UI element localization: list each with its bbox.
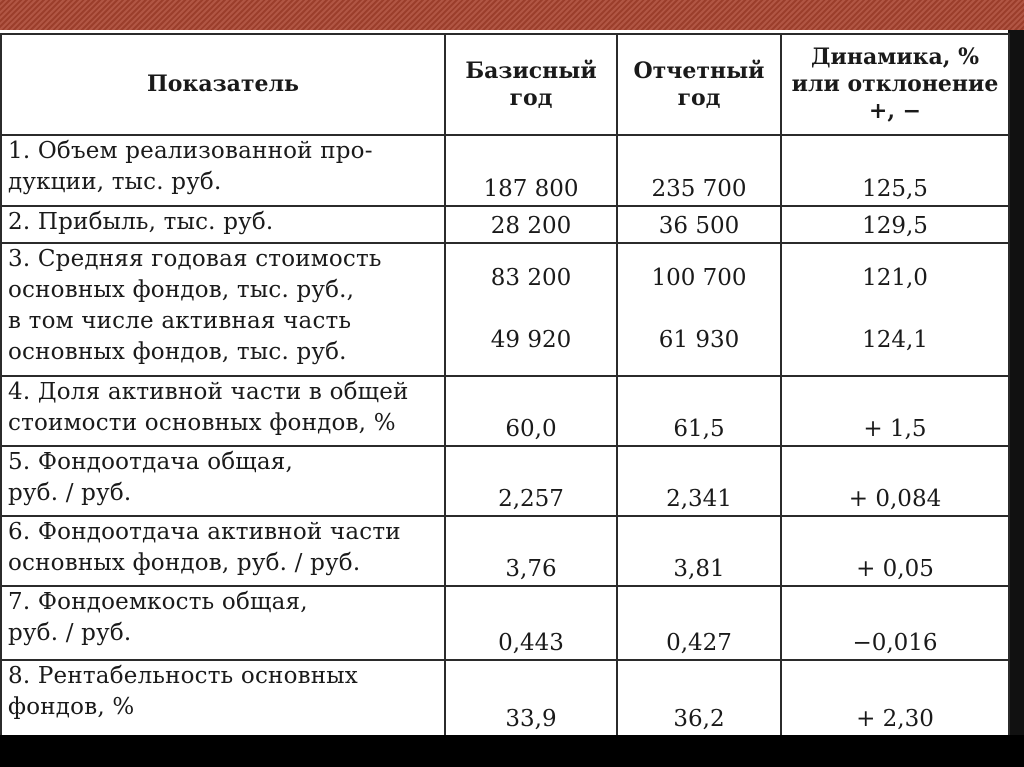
cell-dynamics: + 2,30 [781,660,1009,736]
row-label [1,586,445,660]
header-dynamics-line1: Динамика, % [810,44,980,70]
row-label-line: основных фондов, руб. / руб. [8,550,361,576]
header-base-year [445,34,617,135]
row-label [1,206,445,243]
row-label [1,446,445,516]
table-row [1,376,1009,446]
cell-report-year: 61,5 [617,376,781,446]
table-row [1,660,1009,736]
cell-dynamics: + 0,084 [781,446,1009,516]
row-label-line: фондов, % [8,694,135,720]
cell-report-year: 3,81 [617,516,781,586]
header-dynamics-line3: +, − [868,98,922,124]
row-label-line: основных фондов, тыс. руб. [8,339,347,365]
row-label-line: дукции, тыс. руб. [8,169,222,195]
cell-base-year: 3,76 [445,516,617,586]
table-row [1,446,1009,516]
table-row [1,135,1009,206]
cell-base-year: 28 200 [445,206,617,243]
header-base-year-line1: Базисный [465,57,597,84]
row-label-line: 4. Доля активной части в общей [8,379,409,405]
decorative-bottom-band [0,735,1024,767]
cell-dynamics: + 0,05 [781,516,1009,586]
indicators-table [0,33,1010,737]
header-indicator-text: Показатель [147,71,299,97]
cell-report-year: 36,2 [617,660,781,736]
row-label-line: 1. Объем реализованной про- [8,138,373,164]
table-row [1,243,1009,376]
row-label-line: 3. Средняя годовая стоимость [8,246,382,272]
row-label-line: руб. / руб. [8,480,132,506]
decorative-right-band [1008,30,1024,735]
header-dynamics-line2: или отклонение [791,71,999,97]
cell-value-total: 121,0 [862,265,928,291]
row-label-line: основных фондов, тыс. руб., [8,277,355,303]
cell-value-active: 124,1 [862,327,928,353]
cell-report-year [617,243,781,376]
cell-dynamics: 125,5 [781,135,1009,206]
row-label-line: 8. Рентабельность основных [8,663,358,689]
cell-base-year: 187 800 [445,135,617,206]
cell-dynamics: + 1,5 [781,376,1009,446]
table-row [1,206,1009,243]
row-label-line: в том числе активная часть [8,308,352,334]
row-label-line: 2. Прибыль, тыс. руб. [8,209,274,235]
cell-base-year: 2,257 [445,446,617,516]
table-header-row [1,34,1009,135]
row-label [1,135,445,206]
cell-value-total: 100 700 [651,265,747,291]
cell-value-active: 61 930 [658,327,740,353]
cell-base-year: 60,0 [445,376,617,446]
cell-base-year: 33,9 [445,660,617,736]
row-label-line: 6. Фондоотдача активной части [8,519,401,545]
header-indicator [1,34,445,135]
header-base-year-line2: год [509,84,553,111]
row-label-line: 7. Фондоемкость общая, [8,589,308,615]
cell-report-year: 235 700 [617,135,781,206]
cell-dynamics: 129,5 [781,206,1009,243]
header-report-year-line2: год [677,84,721,111]
row-label [1,660,445,736]
cell-report-year: 36 500 [617,206,781,243]
table-row [1,586,1009,660]
row-label [1,376,445,446]
row-label-line: руб. / руб. [8,620,132,646]
header-report-year [617,34,781,135]
row-label [1,243,445,376]
cell-report-year: 2,341 [617,446,781,516]
table-row [1,516,1009,586]
row-label-line: 5. Фондоотдача общая, [8,449,294,475]
cell-dynamics: −0,016 [781,586,1009,660]
cell-report-year: 0,427 [617,586,781,660]
row-label-line: стоимости основных фондов, % [8,410,396,436]
header-report-year-line1: Отчетный [633,57,765,84]
cell-value-active: 49 920 [490,327,572,353]
cell-value-total: 83 200 [490,265,572,291]
row-label [1,516,445,586]
header-dynamics [781,34,1009,135]
cell-dynamics [781,243,1009,376]
cell-base-year: 0,443 [445,586,617,660]
decorative-top-band [0,0,1024,30]
cell-base-year [445,243,617,376]
